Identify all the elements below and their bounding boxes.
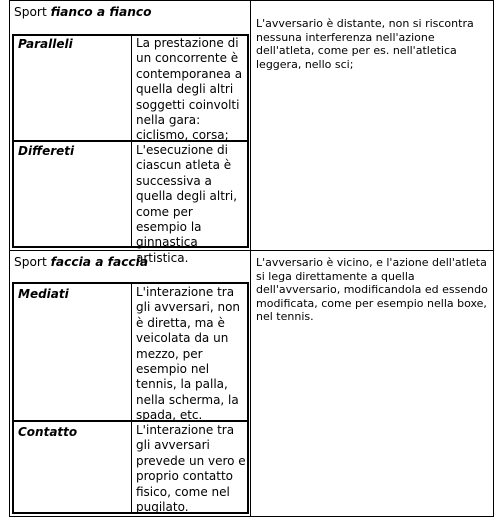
subtable-faccia: [12, 282, 249, 514]
heading-prefix: Sport: [14, 5, 51, 19]
section-description-fianco: L'avversario è distante, non si riscontra nessuna interferenza nell'azione dell'atleta, come per es. nell'atletica leggera, nello sci;: [256, 17, 474, 71]
item-text-contatto: L'interazione tra gli avversari prevede un vero e proprio contatto fisico, come nel pugilato.: [136, 423, 246, 515]
heading-emphasis: faccia a faccia: [50, 255, 149, 269]
column-divider: [250, 0, 251, 517]
heading-prefix: Sport: [14, 255, 51, 269]
item-text-mediati: L'interazione tra gli avversari, non è diretta, ma è veicolata da un mezzo, per esempio nel tennis, la palla, nella scherma, la spada, etc.: [136, 285, 241, 423]
heading-emphasis: fianco a fianco: [50, 5, 152, 19]
section-heading-fianco: [14, 5, 152, 20]
item-label-differeti: Differeti: [18, 144, 75, 158]
section-heading-faccia: [14, 255, 148, 270]
subtable-column-divider: [131, 284, 132, 512]
item-label-mediati: Mediati: [18, 287, 69, 301]
section-description-faccia: L'avversario è vicino, e l'azione dell'atleta si lega direttamente a quella dell'avversario, modificandola ed essendo modificata, come per esempio nella boxe, nel tennis.: [256, 256, 488, 323]
item-text-paralleli: La prestazione di un concorrente è contemporanea a quella degli altri soggetti coinvolti nella gara: ciclismo, corsa;: [136, 36, 243, 143]
row-divider: [9, 250, 494, 251]
item-label-contatto: Contatto: [18, 425, 78, 439]
item-label-paralleli: Paralleli: [18, 37, 73, 51]
item-text-differeti: L'esecuzione di ciascun atleta è successiva a quella degli altri, come per esempio la ginnastica artistica.: [136, 143, 238, 265]
